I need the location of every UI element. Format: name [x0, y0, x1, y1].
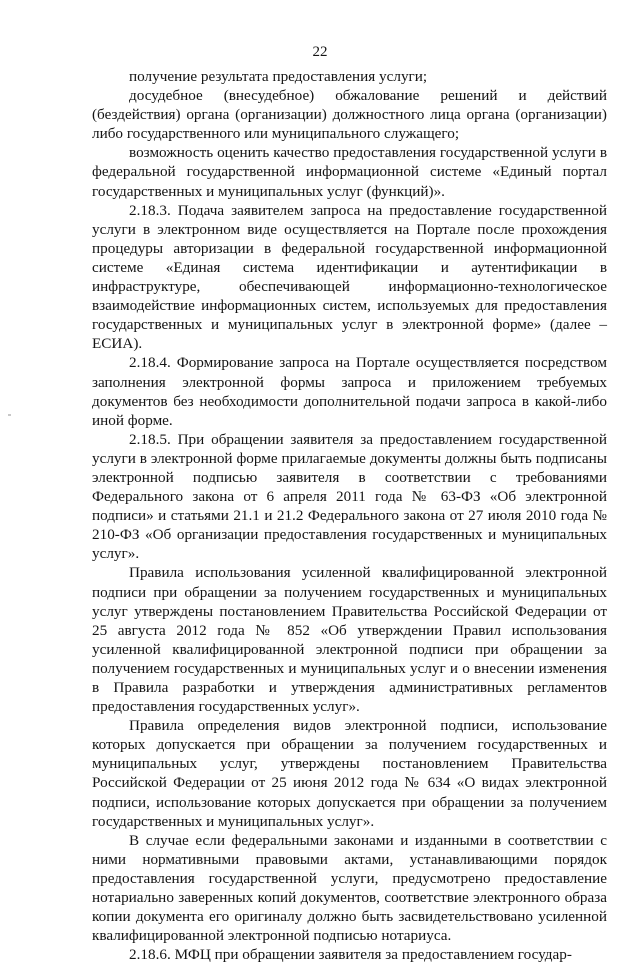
paragraph-signature-rules: Правила использования усиленной квалифицированной электронной подписи при обращении за получением государственных и муниципальных услуг утверждены постановлением Правительства Российской Федерации от 25 августа 2012 года № 852 «Об утверждении Правил использования усиленной квалифицированной электронной подписи при обращении за получением государственных и муниципальных услуг и о внесении изменения в Правила разработки и утверждения административных регламентов предоставления государственных услуг». [92, 564, 607, 716]
paragraph-2-18-3: 2.18.3. Подача заявителем запроса на предоставление государственной услуги в электронном виде осуществляется на Портале после прохождения процедуры авторизации в федеральной государственной информационной системе «Единая система идентификации и аутентификации в инфраструктуре, обеспечивающей информационно-технологическое взаимодействие информационных систем, используемых для предоставления государственных и муниципальных услуг в электронной форме» (далее – ЕСИА). [92, 201, 607, 353]
page-number: 22 [312, 44, 328, 60]
paragraph-item-appeal: досудебное (внесудебное) обжалование решений и действий (бездействия) органа (организации) должностного лица органа (организации) либо государственного или муниципального служащего; [92, 87, 607, 143]
paragraph-2-18-4: 2.18.4. Формирование запроса на Портале осуществляется посредством заполнения электронной формы запроса и приложением требуемых документов без необходимости дополнительной подачи запроса в какой-либо иной форме. [92, 354, 607, 429]
paragraph-signature-types: Правила определения видов электронной подписи, использование которых допускается при обращении за получением государственных и муниципальных услуг, утверждены постановлением Правительства Российской Федерации от 25 июня 2012 года № 634 «О видах электронной подписи, использование которых допускается при обращении за получением государственных и муниципальных услуг». [92, 717, 607, 830]
paragraph-item-quality: возможность оценить качество предоставления государственной услуги в федеральной государственной информационной системе «Единый портал государственных и муниципальных услуг (функций)». [92, 144, 607, 200]
paragraph-notarial-copies: В случае если федеральными законами и изданными в соответствии с ними нормативными правовыми актами, устанавливающими порядок предоставления государственной услуги, предусмотрено предоставление нотариально заверенных копий документов, соответствие электронного образа копии документа его оригиналу должно быть засвидетельствовано усиленной квалифицированной электронной подписью нотариуса. [92, 831, 607, 945]
scan-artifact [8, 414, 11, 416]
paragraph-item-result: получение результата предоставления услуги; [129, 68, 428, 85]
document-body [92, 67, 607, 964]
paragraph-2-18-5: 2.18.5. При обращении заявителя за предоставлением государственной услуги в электронной форме прилагаемые документы должны быть подписаны электронной подписью заявителя в соответствии с требованиями Федерального закона от 6 апреля 2011 года № 63-ФЗ «Об электронной подписи» и статьями 21.1 и 21.2 Федерального закона от 27 июля 2010 года № 210-ФЗ «Об организации предоставления государственных и муниципальных услуг». [92, 430, 607, 563]
paragraph-2-18-6: 2.18.6. МФЦ при обращении заявителя за предоставлением государ- [129, 946, 572, 964]
